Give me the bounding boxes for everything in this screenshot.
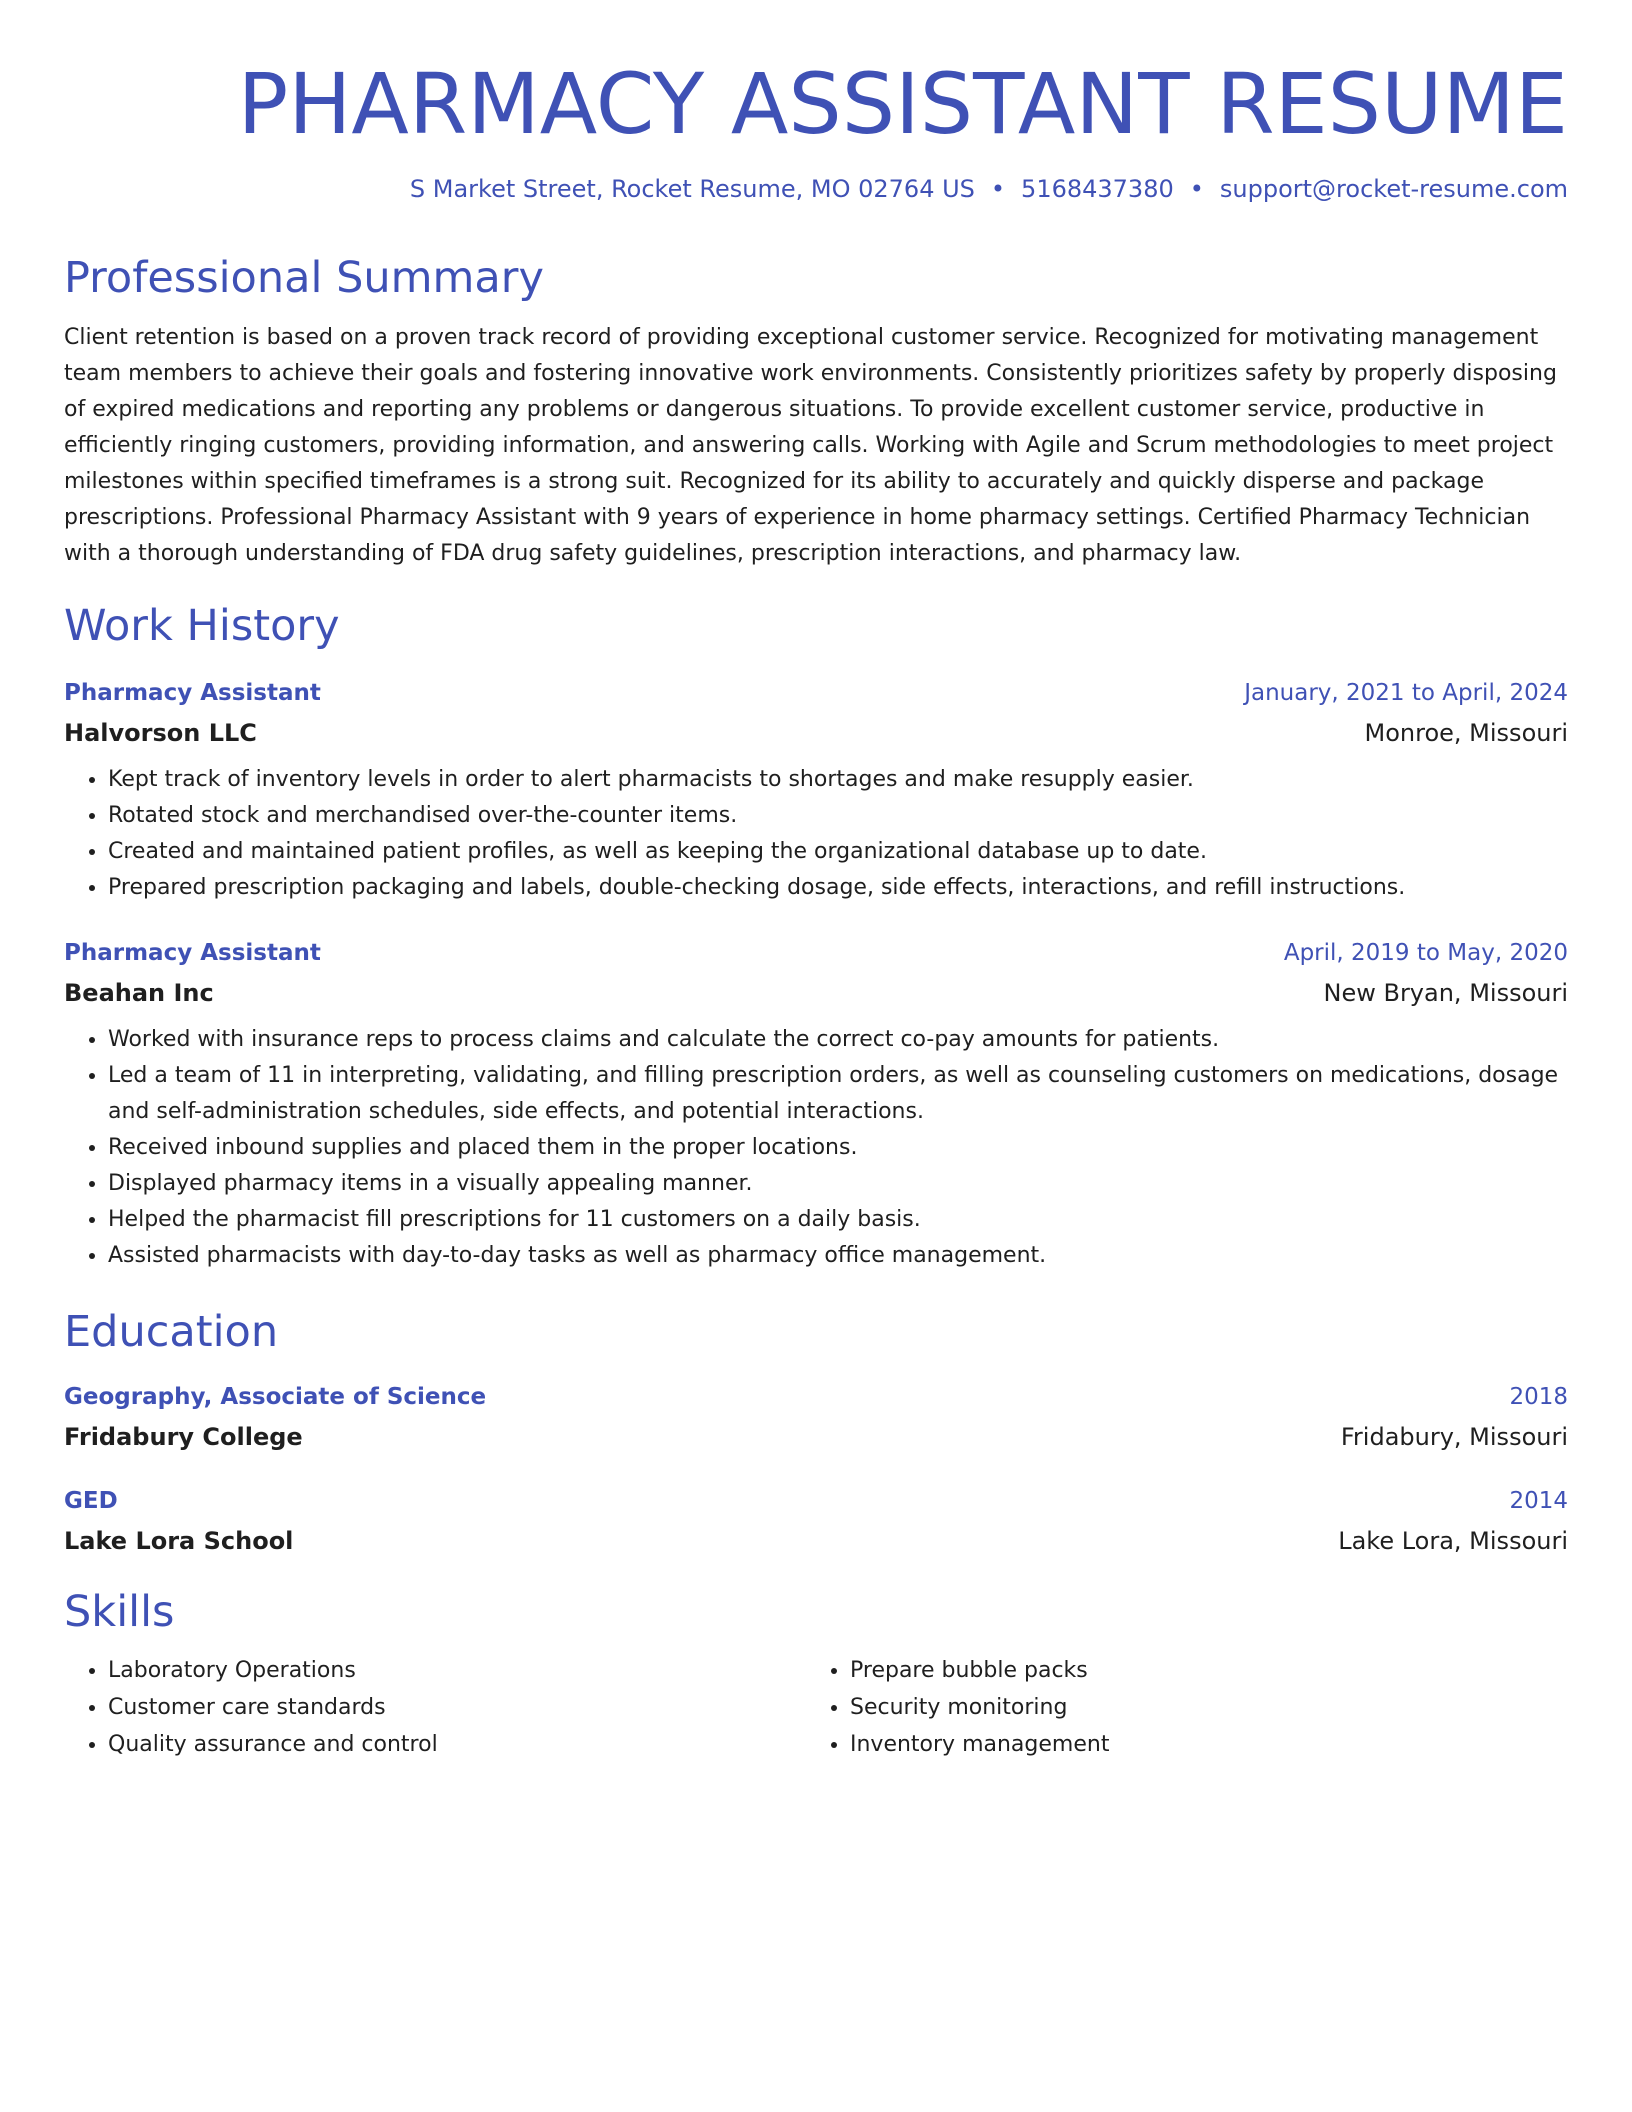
job-bullet: • Worked with insurance reps to process claims and calculate the correct co-pay amounts for patients. xyxy=(108,1022,1568,1058)
skill-item: • Prepare bubble packs xyxy=(850,1652,1548,1689)
job-dates: April, 2019 to May, 2020 xyxy=(1283,940,1568,966)
job-bullet: • Assisted pharmacists with day-to-day tasks as well as pharmacy office management. xyxy=(108,1238,1568,1274)
job-bullet-list xyxy=(64,762,1568,906)
job-bullet: • Helped the pharmacist fill prescriptions for 11 customers on a daily basis. xyxy=(108,1202,1568,1238)
job-header-row xyxy=(64,676,1568,710)
contact-phone: 5168437380 xyxy=(1021,175,1174,203)
resume-page xyxy=(64,0,1568,1763)
education-location: Fridabury, Missouri xyxy=(1340,1423,1568,1451)
contact-email[interactable]: support@rocket-resume.com xyxy=(1219,175,1568,203)
education-school-row xyxy=(64,1420,1568,1454)
skill-item: • Security monitoring xyxy=(850,1689,1548,1726)
contact-line xyxy=(64,172,1568,206)
skill-item: • Customer care standards xyxy=(108,1689,806,1726)
education-entry xyxy=(64,1484,1568,1558)
contact-address: S Market Street, Rocket Resume, MO 02764 US xyxy=(409,175,975,203)
education-header-row xyxy=(64,1484,1568,1518)
education-header-row xyxy=(64,1380,1568,1414)
education-year: 2014 xyxy=(1509,1488,1568,1514)
section-heading-skills: Skills xyxy=(64,1587,175,1637)
job-company: Halvorson LLC xyxy=(64,719,257,747)
summary-text: Client retention is based on a proven track record of providing exceptional customer service. Recognized for motivating management team members to achieve their goals and fostering innovative work environments. Consistently prioritizes safety by properly disposing of expired medications and reporting any problems or dangerous situations. To provide excellent customer service, productive in efficiently ringing customers, providing information, and answering calls. Working with Agile and Scrum methodologies to meet project milestones within specified timeframes is a strong suit. Recognized for its ability to accurately and quickly disperse and package prescriptions. Professional Pharmacy Assistant with 9 years of experience in home pharmacy settings. Certified Pharmacy Technician with a thorough understanding of FDA drug safety guidelines, prescription interactions, and pharmacy law. xyxy=(64,325,1557,566)
job-bullet: • Displayed pharmacy items in a visually appealing manner. xyxy=(108,1166,1568,1202)
job-location: New Bryan, Missouri xyxy=(1323,979,1568,1007)
job-entry xyxy=(64,936,1568,1274)
job-title: Pharmacy Assistant xyxy=(64,940,321,966)
skills-column-left xyxy=(64,1652,806,1763)
skills-grid xyxy=(64,1652,1568,1763)
job-bullet: • Rotated stock and merchandised over-the-counter items. xyxy=(108,798,1568,834)
education-school: Fridabury College xyxy=(64,1423,303,1451)
education-degree: GED xyxy=(64,1488,118,1514)
education-school-row xyxy=(64,1524,1568,1558)
job-bullet: • Prepared prescription packaging and labels, double-checking dosage, side effects, interactions, and refill instructions. xyxy=(108,870,1568,906)
section-heading-summary: Professional Summary xyxy=(64,253,544,303)
section-heading-work-history: Work History xyxy=(64,601,340,651)
job-bullet: • Kept track of inventory levels in order to alert pharmacists to shortages and make resupply easier. xyxy=(108,762,1568,798)
job-bullet: • Created and maintained patient profiles, as well as keeping the organizational database up to date. xyxy=(108,834,1568,870)
education-entry xyxy=(64,1380,1568,1454)
job-title: Pharmacy Assistant xyxy=(64,680,321,706)
job-dates: January, 2021 to April, 2024 xyxy=(1244,680,1568,706)
contact-separator: • xyxy=(990,175,1006,203)
section-heading-education: Education xyxy=(64,1307,279,1357)
job-bullet: • Received inbound supplies and placed them in the proper locations. xyxy=(108,1130,1568,1166)
contact-separator: • xyxy=(1189,175,1204,203)
education-location: Lake Lora, Missouri xyxy=(1338,1527,1568,1555)
job-bullet: • Led a team of 11 in interpreting, validating, and filling prescription orders, as well as counseling customers on medications, dosage and self-administration schedules, side effects, and potential interactions. xyxy=(108,1058,1568,1130)
job-bullet-list xyxy=(64,1022,1568,1274)
education-degree: Geography, Associate of Science xyxy=(64,1384,487,1410)
job-header-row xyxy=(64,936,1568,970)
education-school: Lake Lora School xyxy=(64,1527,294,1555)
job-company: Beahan Inc xyxy=(64,979,214,1007)
skills-column-right xyxy=(806,1652,1548,1763)
skill-item: • Quality assurance and control xyxy=(108,1726,806,1763)
job-entry xyxy=(64,676,1568,906)
job-location: Monroe, Missouri xyxy=(1364,719,1568,747)
resume-title: PHARMACY ASSISTANT RESUME xyxy=(237,55,1568,153)
job-company-row xyxy=(64,976,1568,1010)
skill-item: • Inventory management xyxy=(850,1726,1548,1763)
education-year: 2018 xyxy=(1509,1384,1568,1410)
skill-item: • Laboratory Operations xyxy=(108,1652,806,1689)
job-company-row xyxy=(64,716,1568,750)
